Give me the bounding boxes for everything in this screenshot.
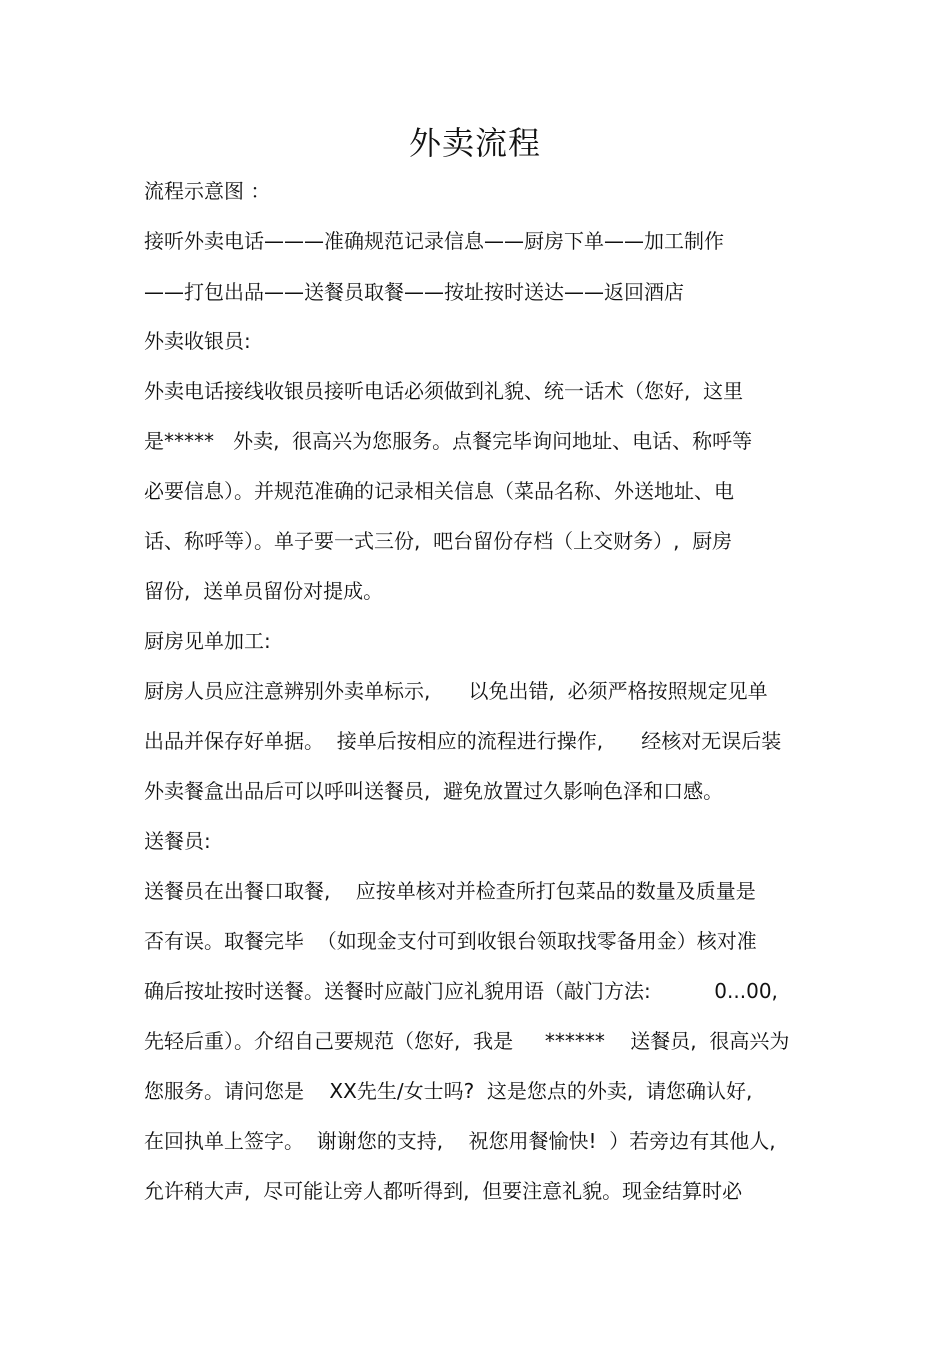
text-line: 留份, 送单员留份对提成。: [144, 579, 384, 603]
section-heading: 送餐员:: [144, 829, 211, 853]
text-line: 您服务。请问您是 XX先生/女士吗? 这是您点的外卖, 请您确认好,: [144, 1079, 753, 1103]
text-line: 确后按址按时送餐。送餐时应敲门应礼貌用语（敲门方法: 0...00,: [144, 979, 778, 1003]
text-line: 外卖餐盒出品后可以呼叫送餐员, 避免放置过久影响色泽和口感。: [144, 779, 724, 803]
text-line: 厨房人员应注意辨别外卖单标示, 以免出错, 必须严格按照规定见单: [144, 679, 768, 703]
text-line: 必要信息）。并规范准确的记录相关信息（菜品名称、外送地址、电: [144, 479, 734, 503]
text-line: 流程示意图 ：: [144, 179, 271, 203]
text-line: 出品并保存好单据。 接单后按相应的流程进行操作, 经核对无误后装: [144, 729, 782, 753]
section-heading: 外卖收银员:: [144, 329, 251, 353]
text-line: 话、称呼等）。单子要一式三份, 吧台留份存档（上交财务）, 厨房: [144, 529, 733, 553]
text-line: 外卖电话接线收银员接听电话必须做到礼貌、统一话术（您好, 这里: [144, 379, 744, 403]
text-line: 是***** 外卖, 很高兴为您服务。点餐完毕询问地址、电话、称呼等: [144, 429, 753, 453]
text-line: ——打包出品——送餐员取餐——按址按时送达——返回酒店: [144, 280, 684, 304]
section-heading: 厨房见单加工:: [144, 629, 271, 653]
text-line: 否有误。取餐完毕 （如现金支付可到收银台领取找零备用金）核对准: [144, 929, 757, 953]
text-line: 在回执单上签字。 谢谢您的支持, 祝您用餐愉快! ）若旁边有其他人,: [144, 1129, 776, 1153]
document-title: 外卖流程: [408, 124, 541, 162]
text-line: 允许稍大声, 尽可能让旁人都听得到, 但要注意礼貌。现金结算时必: [144, 1179, 743, 1203]
text-line: 接听外卖电话———准确规范记录信息——厨房下单——加工制作: [144, 229, 724, 253]
text-line: 送餐员在出餐口取餐, 应按单核对并检查所打包菜品的数量及质量是: [144, 879, 756, 903]
text-line: 先轻后重）。介绍自己要规范（您好, 我是 ****** 送餐员, 很高兴为: [144, 1029, 790, 1053]
